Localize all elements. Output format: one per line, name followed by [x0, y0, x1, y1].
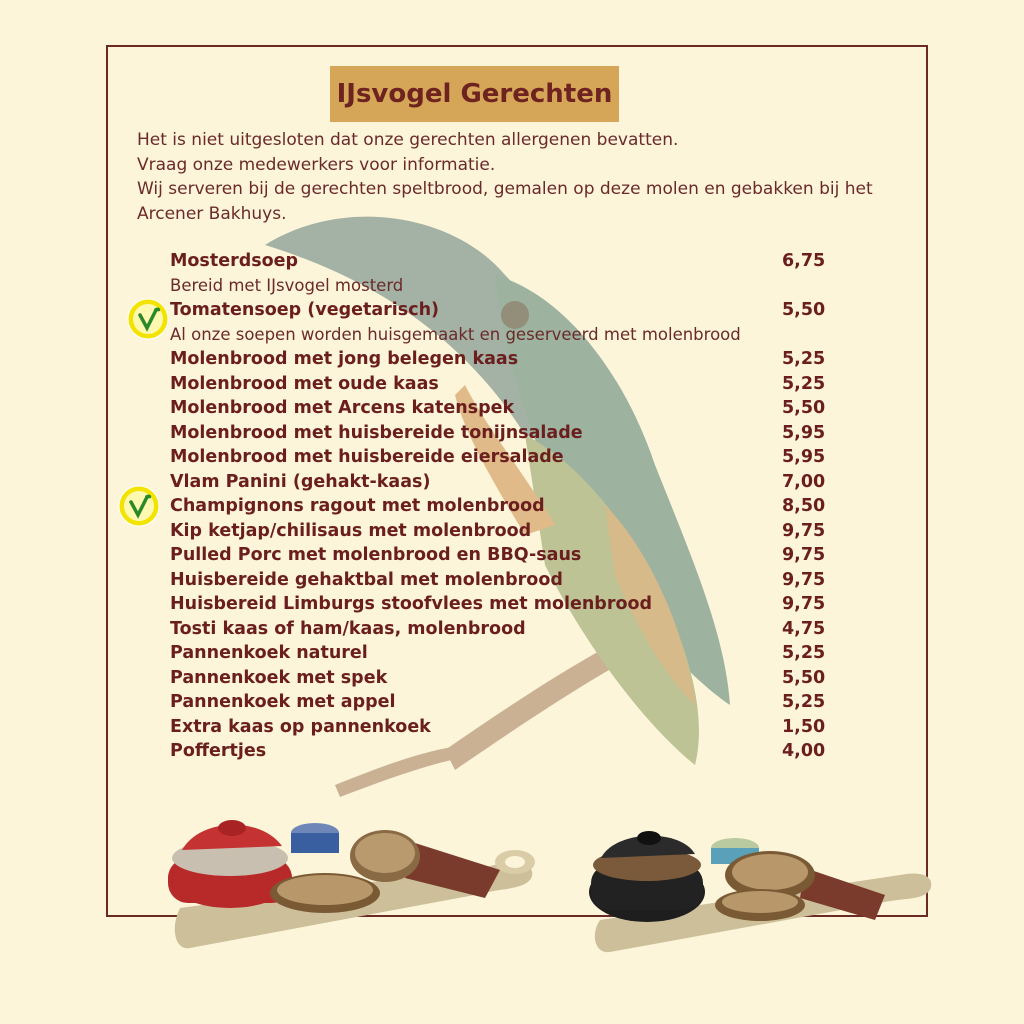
item-price: 7,00 — [782, 471, 826, 492]
menu-item — [170, 298, 830, 323]
item-price: 9,75 — [782, 569, 826, 590]
menu-item — [170, 666, 830, 691]
item-price: 4,00 — [782, 741, 826, 761]
menu-item — [170, 592, 830, 617]
item-price: 5,25 — [782, 349, 826, 369]
item-price: 1,50 — [782, 716, 826, 737]
item-price: 5,25 — [782, 692, 826, 712]
item-price: 5,50 — [782, 667, 826, 688]
food-board-black-pot-image — [585, 820, 935, 955]
item-price: 5,95 — [782, 447, 826, 467]
menu-item — [170, 568, 830, 593]
item-name: Mosterdsoep — [170, 251, 299, 271]
food-board-red-pot-image — [160, 808, 540, 953]
item-name: Pannenkoek met appel — [170, 692, 396, 712]
item-name: Pulled Porc met molenbrood en BBQ-saus — [170, 545, 582, 565]
item-description: Bereid met IJsvogel mosterd — [170, 275, 404, 295]
item-price: 9,75 — [782, 594, 826, 614]
vegetarian-logo-icon — [127, 298, 169, 340]
item-name: Poffertjes — [170, 741, 267, 761]
menu-item — [170, 396, 830, 421]
item-name: Molenbrood met Arcens katenspek — [170, 398, 515, 418]
menu-item-description — [170, 274, 830, 299]
menu-item — [170, 690, 830, 715]
title-banner — [330, 66, 619, 122]
item-description: Al onze soepen worden huisgemaakt en geserveerd met molenbrood — [170, 324, 741, 344]
item-name: Extra kaas op pannenkoek — [170, 716, 431, 737]
menu-item — [170, 519, 830, 544]
menu-item — [170, 249, 830, 274]
item-price: 5,50 — [782, 398, 826, 418]
intro-line: Wij serveren bij de gerechten speltbrood, gemalen op deze molen en gebakken bij het — [137, 179, 873, 199]
item-name: Tomatensoep (vegetarisch) — [170, 300, 440, 320]
menu-item — [170, 543, 830, 568]
intro-text — [137, 128, 907, 226]
item-name: Huisbereide gehaktbal met molenbrood — [170, 569, 563, 590]
item-price: 5,25 — [782, 643, 826, 663]
item-price: 4,75 — [782, 618, 826, 639]
item-name: Pannenkoek naturel — [170, 643, 368, 663]
menu-item — [170, 739, 830, 764]
intro-line: Arcener Bakhuys. — [137, 203, 287, 224]
menu-item — [170, 641, 830, 666]
item-price: 9,75 — [782, 545, 826, 565]
item-price: 5,25 — [782, 373, 826, 394]
item-price: 8,50 — [782, 496, 826, 516]
page-title: IJsvogel Gerechten — [336, 79, 613, 109]
item-price: 5,50 — [782, 300, 826, 320]
menu-item — [170, 347, 830, 372]
vegetarian-logo-icon — [118, 485, 160, 527]
menu-item — [170, 372, 830, 397]
item-name: Huisbereid Limburgs stoofvlees met molenbrood — [170, 594, 653, 614]
menu-item — [170, 617, 830, 642]
item-price: 5,95 — [782, 422, 826, 443]
menu-item — [170, 715, 830, 740]
item-name: Pannenkoek met spek — [170, 667, 388, 688]
menu-item — [170, 494, 830, 519]
menu-list — [170, 249, 830, 764]
item-price: 6,75 — [782, 251, 826, 271]
menu-item-description — [170, 323, 830, 348]
item-name: Molenbrood met jong belegen kaas — [170, 349, 519, 369]
item-name: Tosti kaas of ham/kaas, molenbrood — [170, 618, 526, 639]
intro-line: Vraag onze medewerkers voor informatie. — [137, 154, 496, 175]
item-name: Kip ketjap/chilisaus met molenbrood — [170, 520, 532, 541]
menu-item — [170, 445, 830, 470]
item-name: Molenbrood met huisbereide tonijnsalade — [170, 422, 583, 443]
menu-item — [170, 470, 830, 495]
item-price: 9,75 — [782, 520, 826, 541]
intro-line: Het is niet uitgesloten dat onze gerechten allergenen bevatten. — [137, 130, 679, 150]
item-name: Molenbrood met huisbereide eiersalade — [170, 447, 564, 467]
item-name: Molenbrood met oude kaas — [170, 373, 439, 394]
item-name: Vlam Panini (gehakt-kaas) — [170, 471, 431, 492]
menu-item — [170, 421, 830, 446]
item-name: Champignons ragout met molenbrood — [170, 496, 545, 516]
